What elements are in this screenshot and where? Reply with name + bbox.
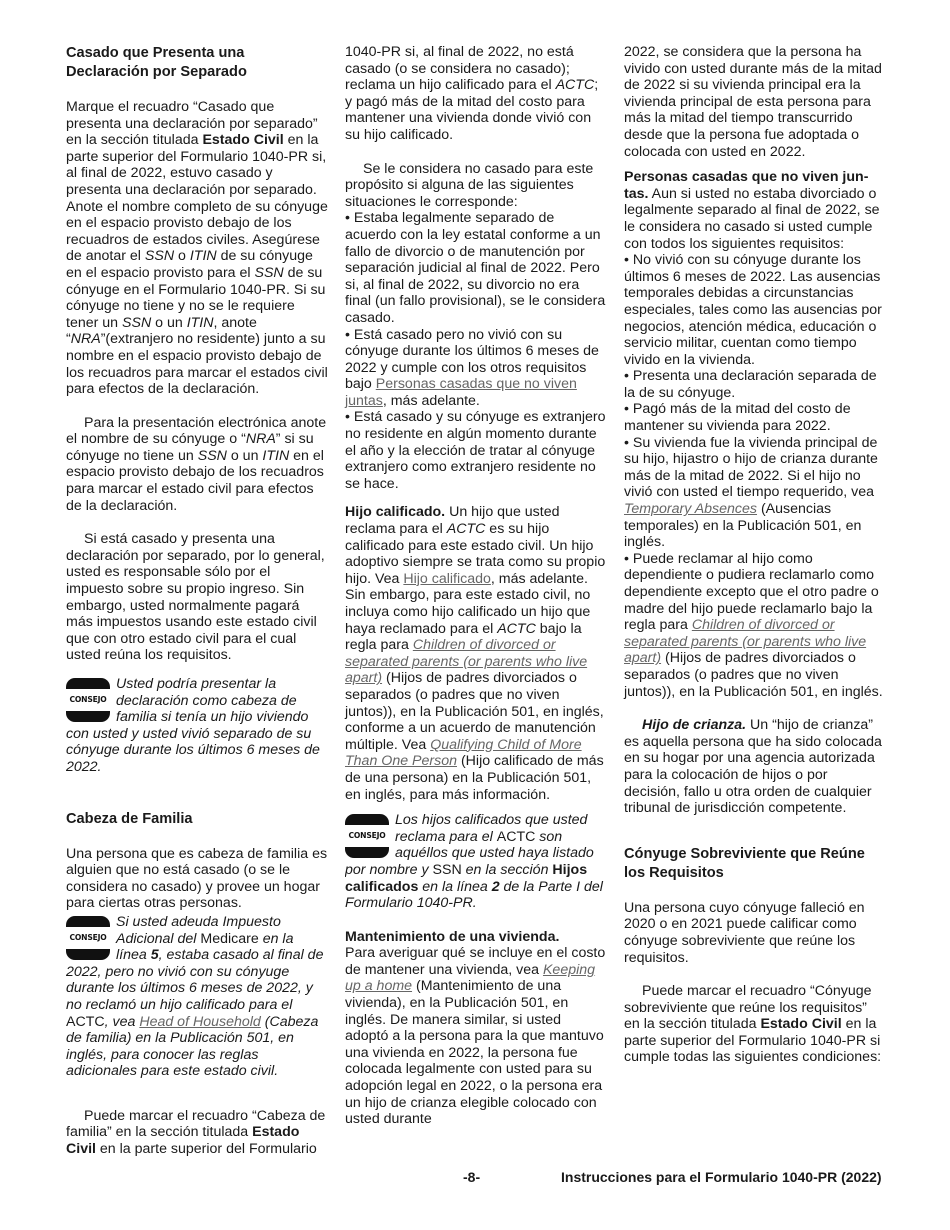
heading-qualifying-surviving-spouse: Cónyuge Sobreviviente que Reúne los Requisitos [624,845,865,881]
link-children-of-divorced-parents[interactable]: Children of divorced or separated parents (or parents who live apart) [345,637,588,687]
link-children-of-divorced-parents[interactable]: Children of divorced or separated parents (or parents who live apart) [624,617,867,667]
paragraph-hoh-checkbox: Puede marcar el recuadro “Cabeza de familia” en la sección titulada Estado Civil en la parte superior del Formulario [66,1107,326,1158]
paragraph-qss-definition: Una persona cuyo cónyuge falleció en 2020 o en 2021 puede calificar como cónyuge sobreviviente que reúne los requisitos. [624,899,865,966]
paragraph-mfs-responsibility: Si está casado y presenta una declaración por separado, por lo general, usted es responsable sólo por el impuesto sobre su propio ingreso. Sin embargo, usted normalmente pagará más impuestos usando este estado civil que con otro estado civil para el cual usted reúna los requisitos. [66,531,325,664]
consejo-tip-icon: CONSEJO [66,678,110,722]
bullet-nonresident-spouse: • Está casado y su cónyuge es extranjero no residente en algún momento durante el año y la elección de tratar al cónyuge extranjero como extranjero residente no se hace. [345,409,606,492]
heading-head-of-household: Cabeza de Familia [66,810,193,827]
paragraph-electronic-filing: Para la presentación electrónica anote el nombre de su cónyuge o “NRA” si su cónyuge no tiene un SSN o un ITIN en el espacio provisto debajo de los recuadros para marcar el estado civil para efectos de la declaración. [66,414,327,514]
consejo-tip-icon: CONSEJO [345,814,389,858]
paragraph-qualifying-child: Hijo calificado. Un hijo que usted reclama para el ACTC es su hijo calificado para este estado civil. Un hijo adoptivo siempre se trata como su propio hijo. Vea Hijo calificado, más adelante. Sin embargo, para este estado civil, no incluya como hijo calificado un hijo que haya reclamado para el ACTC bajo la regla para Children of divorced or separated parents (or parents who live apart) (Hijos de padres divorciados o separados (o padres que no viven juntos)), en la Publicación 501, en inglés, conforme a un acuerdo de manutención múltiple. Vea Qualifying Child of More Than One Person (Hijo calificado de más de una persona) en la Publicación 501, en inglés, para más información. [345,504,606,803]
bullet-did-not-live-with-spouse: • No vivió con su cónyuge durante los últimos 6 meses de 2022. Las ausencias temporales debidas a circunstancias especiales, tales como las ausencias por negocios, atención médica, educación o servicio militar, cuentan como tiempo vivido en la vivienda. [624,252,882,368]
link-hijo-calificado[interactable]: Hijo calificado [403,570,491,587]
link-temporary-absences[interactable]: Temporary Absences [624,501,758,518]
heading-married-filing-separately: Casado que Presenta una Declaración por Separado [66,45,247,80]
consejo-tip-icon: CONSEJO [66,916,110,960]
page-number: -8- [463,1169,481,1185]
column-1 [66,44,328,1158]
link-personas-casadas[interactable]: Personas casadas que no viven juntas [345,376,577,409]
paragraph-keeping-up-home: Mantenimiento de una vivienda. Para averiguar qué se incluye en el costo de mantener una vivienda, vea Keeping up a home (Mantenimiento de una vivienda), en la Publicación 501, en inglés. De manera similar, si usted adoptó a la persona para la que mantuvo una vivienda en 2022, la persona fue colocada legalmente con usted para su adopción legal en 2022, o la persona era un hijo de crianza elegible colocado con usted durante [345,928,606,1128]
paragraph-home-continued: 2022, se considera que la persona ha vivido con usted durante más de la mitad de 2022 si su vivienda principal era la vivienda principal de esta persona para más la mitad del tiempo transcurrido desde que la persona fue adoptada o colocada con usted en 2022. [624,44,882,160]
tip-box-head-of-household [66,676,328,776]
tip-text: Usted podría presentar la declaración como cabeza de familia si tenía un hijo viviendo con usted y usted vivió separado de su cónyuge durante los últimos 6 meses de 2022. [66,676,320,775]
tip-box-qualifying-children [345,812,607,912]
paragraph-hoh-continued: 1040-PR si, al final de 2022, no está casado (o se considera no casado); reclama un hijo calificado para el ACTC; y pagó más de la mitad del costo para mantener una vivienda donde vivió con su hijo calificado. [345,44,599,143]
bullet-claim-child-as-dependent: • Puede reclamar al hijo como dependiente o pudiera reclamarlo como dependiente excepto que el otro padre o madre del hijo puede reclamarlo bajo la regla para Children of divorced or separated parents (or parents who live apart) (Hijos de padres divorciados o separados (o padres que no viven juntos)), en la Publicación 501, en inglés. [624,550,883,700]
bullet-paid-more-than-half: • Pagó más de la mitad del costo de mantener su vivienda para 2022. [624,401,851,435]
tip-text: Los hijos calificados que usted reclama para el ACTC son aquéllos que usted haya listado por nombre y SSN en la sección Hijos calificados en la línea 2 de la Parte I del Formulario 1040-PR. [345,812,603,912]
paragraph-hoh-definition: Una persona que es cabeza de familia es alguien que no está casado (o se le considera no casado) y provee un hogar para ciertas otras personas. [66,845,328,912]
bullet-lived-apart: • Está casado pero no vivió con su cónyuge durante los últimos 6 meses de 2022 y cumple con los otros requisitos bajo Personas casadas que no viven juntas, más adelante. [345,326,599,409]
column-2 [345,44,607,1128]
link-head-of-household[interactable]: Head of Household [139,1013,261,1030]
paragraph-qss-checkbox: Puede marcar el recuadro “Cónyuge sobreviviente que reúne los requisitos” en la sección titulada Estado Civil en la parte superior del Formulario 1040-PR si cumple todas las siguientes condiciones: [624,983,882,1066]
bullet-main-home-of-child: • Su vivienda fue la vivienda principal de su hijo, hijastro o hijo de crianza durante más de la mitad de 2022. Si el hijo no vivió con usted el tiempo requerido, vea Temporary Absences (Ausencias temporales) en la Publicación 501, en inglés. [624,434,878,551]
paragraph-foster-child: Hijo de crianza. Un “hijo de crianza” es aquella persona que ha sido colocada en su hogar por una agencia autorizada para la colocación de hijos o por decisión, fallo u otra orden de cualquier tribunal de jurisdicción competente. [624,717,882,817]
column-3 [624,44,886,1066]
link-qualifying-child-more-than-one[interactable]: Qualifying Child of More Than One Person [345,736,582,770]
bullet-legally-separated: • Estaba legalmente separado de acuerdo con la ley estatal conforme a un fallo de divorcio o de manutención por separación judicial al final de 2022. Pero si, al final de 2022, su divorcio no era final (un fallo provisional), se le considera casado. [345,210,606,326]
tip-text: Si usted adeuda Impuesto Adicional del Medicare en la línea 5, estaba casado al final de 2022, pero no vivió con su cónyuge durante los últimos 6 meses de 2022, y no reclamó un hijo calificado para el ACTC, vea Head of Household (Cabeza de familia) en la Publicación 501, en inglés, para conocer las reglas adicionales para este estado civil. [66,913,324,1080]
paragraph-considered-unmarried: Se le considera no casado para este propósito si alguna de las siguientes situaciones le corresponde: [345,160,594,210]
footer-title: Instrucciones para el Formulario 1040-PR (2022) [561,1169,882,1185]
paragraph-mfs-instructions: Marque el recuadro “Casado que presenta una declaración por separado” en la sección titulada Estado Civil en la parte superior del Formulario 1040-PR si, al final de 2022, estuvo casado y presenta una declaración por separado. Anote el nombre completo de su cónyuge en el espacio provisto debajo de los recuadros de estados civiles. Asegúrese de anotar el SSN o ITIN de su cónyuge en el espacio provisto para el SSN de su cónyuge en el Formulario 1040-PR. Si su cónyuge no tiene y no se le requiere tener un SSN o un ITIN, anote “NRA”(extranjero no residente) junto a su nombre en el espacio provisto debajo de los recuadros para marcar el estados civil para efectos de la declaración. [66,99,328,398]
tip-box-additional-medicare [66,914,328,1080]
link-keeping-up-a-home[interactable]: Keeping up a home [345,961,596,995]
bullet-separate-return: • Presenta una declaración separada de la de su cónyuge. [624,368,877,401]
paragraph-married-living-apart: Personas casadas que no viven jun-tas. Aun si usted no estaba divorciado o legalmente separado al final de 2022, se le considera no casado si usted cumple con todos los siguientes requisitos: [624,169,880,252]
